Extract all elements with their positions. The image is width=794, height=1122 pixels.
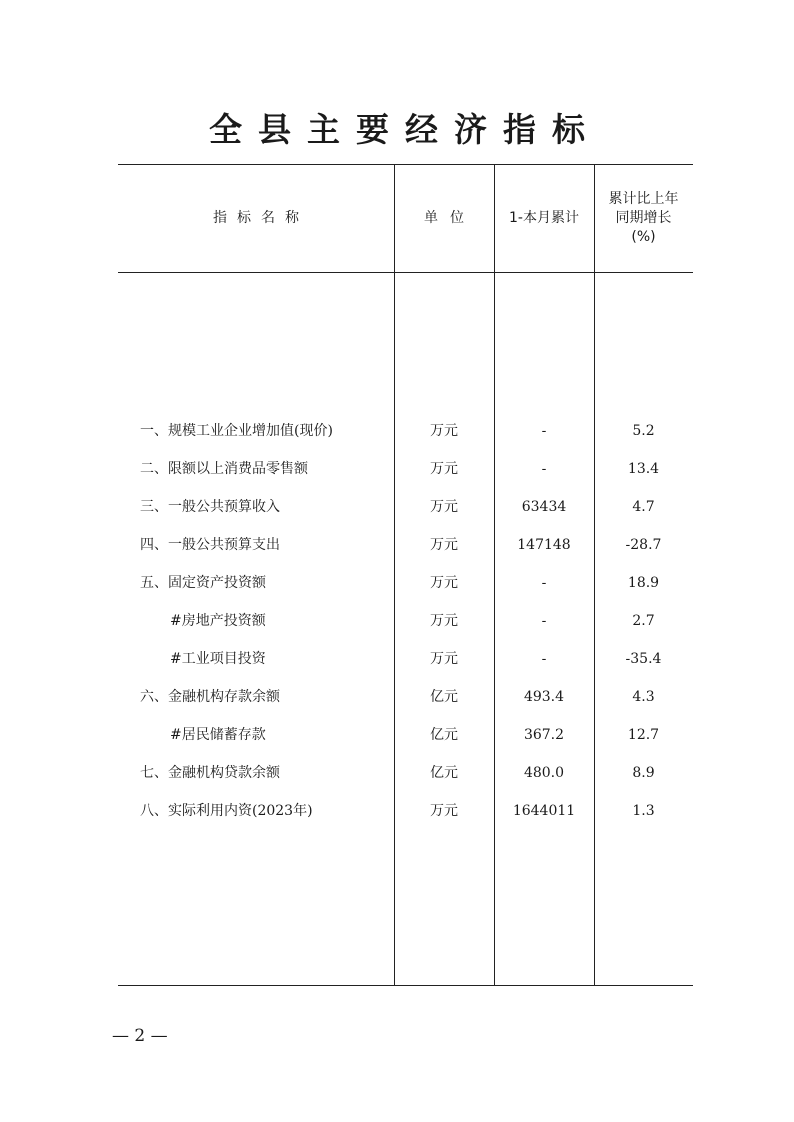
row-unit: 万元 (430, 803, 458, 819)
row-cumulative: - (541, 423, 547, 439)
row-cumulative: - (541, 461, 547, 477)
row-growth: 4.7 (632, 499, 655, 515)
row-indicator-name: 五、固定资产投资额 (140, 575, 266, 591)
row-unit: 万元 (430, 461, 458, 477)
row-indicator-name: 六、金融机构存款余额 (140, 689, 280, 705)
table-row (118, 602, 693, 640)
row-cumulative: 480.0 (523, 765, 565, 781)
row-indicator-name: 一、规模工业企业增加值(现价) (140, 423, 333, 439)
row-unit: 万元 (430, 499, 458, 515)
table-row (118, 412, 693, 450)
table-row (118, 526, 693, 564)
header-growth-line-3: (%) (631, 228, 656, 245)
row-growth: -28.7 (625, 537, 662, 553)
header-bottom-border (118, 272, 693, 273)
page-number: — 2 — (112, 1026, 168, 1046)
row-unit: 万元 (430, 537, 458, 553)
row-growth: -35.4 (625, 651, 662, 667)
table-row (118, 640, 693, 678)
row-growth: 2.7 (632, 613, 655, 629)
row-unit: 亿元 (430, 689, 458, 705)
table-row (118, 754, 693, 792)
row-indicator-name: 三、一般公共预算收入 (140, 499, 280, 515)
table-row (118, 564, 693, 602)
row-indicator-name: 七、金融机构贷款余额 (140, 765, 280, 781)
row-cumulative: 367.2 (523, 727, 565, 743)
row-unit: 万元 (430, 651, 458, 667)
row-growth: 18.9 (627, 575, 660, 591)
table-row (118, 450, 693, 488)
table-row (118, 792, 693, 830)
header-growth-line-2: 同期增长 (615, 209, 672, 226)
row-unit: 亿元 (430, 765, 458, 781)
row-growth: 5.2 (632, 423, 655, 439)
row-unit: 万元 (430, 613, 458, 629)
row-cumulative: 147148 (517, 537, 571, 553)
row-cumulative: 493.4 (523, 689, 565, 705)
header-growth-line-1: 累计比上年 (608, 190, 679, 207)
header-cumulative: 1-本月累计 (509, 209, 579, 226)
row-indicator-name: #房地产投资额 (170, 613, 266, 629)
row-cumulative: 1644011 (512, 803, 576, 819)
row-cumulative: - (541, 575, 547, 591)
table-bottom-border (118, 985, 693, 986)
header-growth (594, 164, 693, 272)
table-row (118, 488, 693, 526)
row-growth: 8.9 (632, 765, 655, 781)
row-cumulative: - (541, 651, 547, 667)
row-indicator-name: 二、限额以上消费品零售额 (140, 461, 308, 477)
header-unit: 单位 (424, 209, 476, 226)
row-unit: 万元 (430, 423, 458, 439)
page-title: 全县主要经济指标 (209, 110, 601, 149)
row-unit: 亿元 (430, 727, 458, 743)
row-indicator-name: 八、实际利用内资(2023年) (140, 803, 313, 819)
row-cumulative: - (541, 613, 547, 629)
row-cumulative: 63434 (521, 499, 567, 515)
indicator-table (118, 164, 693, 986)
row-growth: 1.3 (632, 803, 655, 819)
row-growth: 4.3 (632, 689, 655, 705)
row-indicator-name: #工业项目投资 (170, 651, 266, 667)
row-unit: 万元 (430, 575, 458, 591)
row-indicator-name: 四、一般公共预算支出 (140, 537, 280, 553)
table-row (118, 678, 693, 716)
row-growth: 13.4 (627, 461, 660, 477)
row-growth: 12.7 (627, 727, 660, 743)
table-row (118, 716, 693, 754)
row-indicator-name: #居民储蓄存款 (170, 727, 266, 743)
header-indicator-name: 指标名称 (213, 209, 309, 226)
